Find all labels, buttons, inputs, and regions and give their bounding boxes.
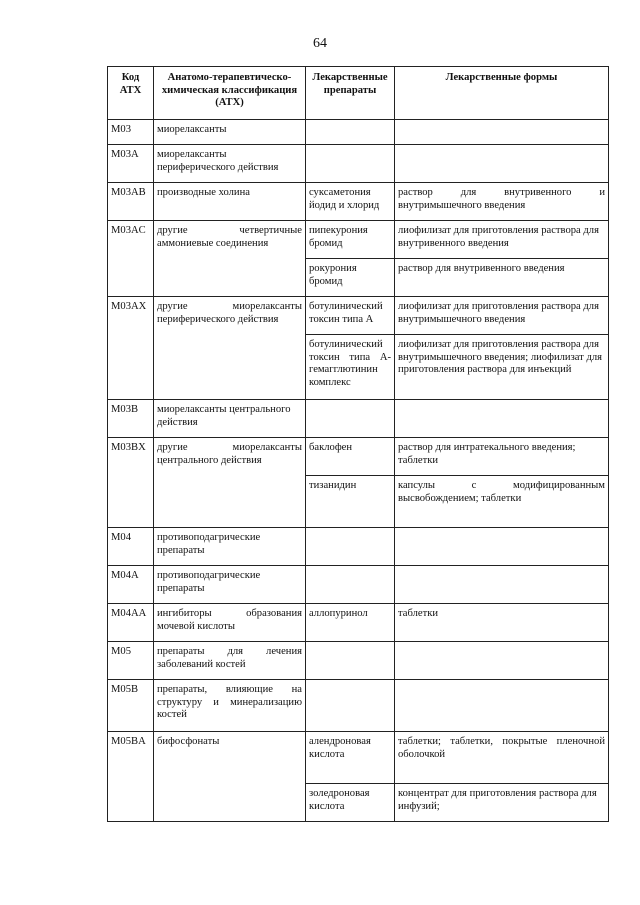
- cell-drug: алендроновая кислота: [306, 732, 395, 784]
- cell-code: M03AX: [108, 297, 154, 400]
- cell-form: лиофилизат для приготовления раствора для внутримышечного введения; лиофилизат для приготовления раствора для инъекций: [395, 335, 609, 400]
- cell-code: M03B: [108, 400, 154, 438]
- cell-code: M03A: [108, 145, 154, 183]
- cell-code: M04AA: [108, 604, 154, 642]
- cell-class: другие миорелаксанты периферического действия: [154, 297, 306, 400]
- cell-drug: суксаметония йодид и хлорид: [306, 183, 395, 221]
- cell-code: M04A: [108, 566, 154, 604]
- cell-form: [395, 120, 609, 145]
- cell-drug: [306, 400, 395, 438]
- cell-form: [395, 566, 609, 604]
- cell-class: другие четвертичные аммониевые соединения: [154, 221, 306, 297]
- cell-code: M03AC: [108, 221, 154, 297]
- table-row: [108, 145, 609, 183]
- header-forms: Лекарственные формы: [395, 67, 609, 120]
- cell-form: концентрат для приготовления раствора для инфузий;: [395, 784, 609, 822]
- cell-class: производные холина: [154, 183, 306, 221]
- cell-class: ингибиторы образования мочевой кислоты: [154, 604, 306, 642]
- cell-drug: [306, 642, 395, 680]
- cell-class: препараты, влияющие на структуру и минерализацию костей: [154, 680, 306, 732]
- cell-form: раствор для внутривенного и внутримышечного введения: [395, 183, 609, 221]
- cell-code: M05B: [108, 680, 154, 732]
- table-row: [108, 183, 609, 221]
- cell-code: M03: [108, 120, 154, 145]
- cell-drug: ботулинический токсин типа A-гемагглютинин комплекс: [306, 335, 395, 400]
- table-row: [108, 732, 609, 784]
- cell-form: [395, 642, 609, 680]
- cell-drug: пипекурония бромид: [306, 221, 395, 259]
- table-row: [108, 642, 609, 680]
- table-row: [108, 221, 609, 259]
- cell-form: лиофилизат для приготовления раствора для внутривенного введения: [395, 221, 609, 259]
- cell-form: [395, 680, 609, 732]
- cell-drug: золедроновая кислота: [306, 784, 395, 822]
- cell-form: раствор для интратекального введения; таблетки: [395, 438, 609, 476]
- cell-form: лиофилизат для приготовления раствора для внутримышечного введения: [395, 297, 609, 335]
- cell-code: M03BX: [108, 438, 154, 528]
- cell-code: M03AB: [108, 183, 154, 221]
- table-row: [108, 528, 609, 566]
- cell-class: миорелаксанты: [154, 120, 306, 145]
- table-row: [108, 604, 609, 642]
- atx-drug-table: [107, 66, 609, 822]
- table-row: [108, 566, 609, 604]
- header-code: Код АТХ: [108, 67, 154, 120]
- cell-drug: тизанидин: [306, 476, 395, 528]
- cell-class: противоподагрические препараты: [154, 528, 306, 566]
- cell-form: таблетки; таблетки, покрытые пленочной оболочкой: [395, 732, 609, 784]
- cell-class: миорелаксанты центрального действия: [154, 400, 306, 438]
- page-number: 64: [313, 36, 327, 51]
- cell-form: раствор для внутривенного введения: [395, 259, 609, 297]
- cell-code: M04: [108, 528, 154, 566]
- table-body: [108, 120, 609, 822]
- cell-drug: [306, 680, 395, 732]
- cell-form: [395, 400, 609, 438]
- header-classification: Анатомо-терапевтическо-химическая классификация (АТХ): [154, 67, 306, 120]
- cell-form: капсулы с модифицированным высвобождением; таблетки: [395, 476, 609, 528]
- cell-drug: рокурония бромид: [306, 259, 395, 297]
- cell-form: таблетки: [395, 604, 609, 642]
- cell-form: [395, 145, 609, 183]
- table-row: [108, 400, 609, 438]
- cell-drug: [306, 120, 395, 145]
- cell-class: бифосфонаты: [154, 732, 306, 822]
- table-row: [108, 438, 609, 476]
- table-row: [108, 120, 609, 145]
- cell-drug: [306, 528, 395, 566]
- header-drugs: Лекарственные препараты: [306, 67, 395, 120]
- cell-code: M05BA: [108, 732, 154, 822]
- cell-class: миорелаксанты периферического действия: [154, 145, 306, 183]
- cell-drug: баклофен: [306, 438, 395, 476]
- cell-drug: аллопуринол: [306, 604, 395, 642]
- cell-drug: [306, 566, 395, 604]
- table-row: [108, 680, 609, 732]
- cell-drug: [306, 145, 395, 183]
- cell-class: противоподагрические препараты: [154, 566, 306, 604]
- cell-code: M05: [108, 642, 154, 680]
- cell-class: другие миорелаксанты центрального действия: [154, 438, 306, 528]
- cell-form: [395, 528, 609, 566]
- cell-class: препараты для лечения заболеваний костей: [154, 642, 306, 680]
- cell-drug: ботулинический токсин типа A: [306, 297, 395, 335]
- table-header-row: [108, 67, 609, 120]
- table-row: [108, 297, 609, 335]
